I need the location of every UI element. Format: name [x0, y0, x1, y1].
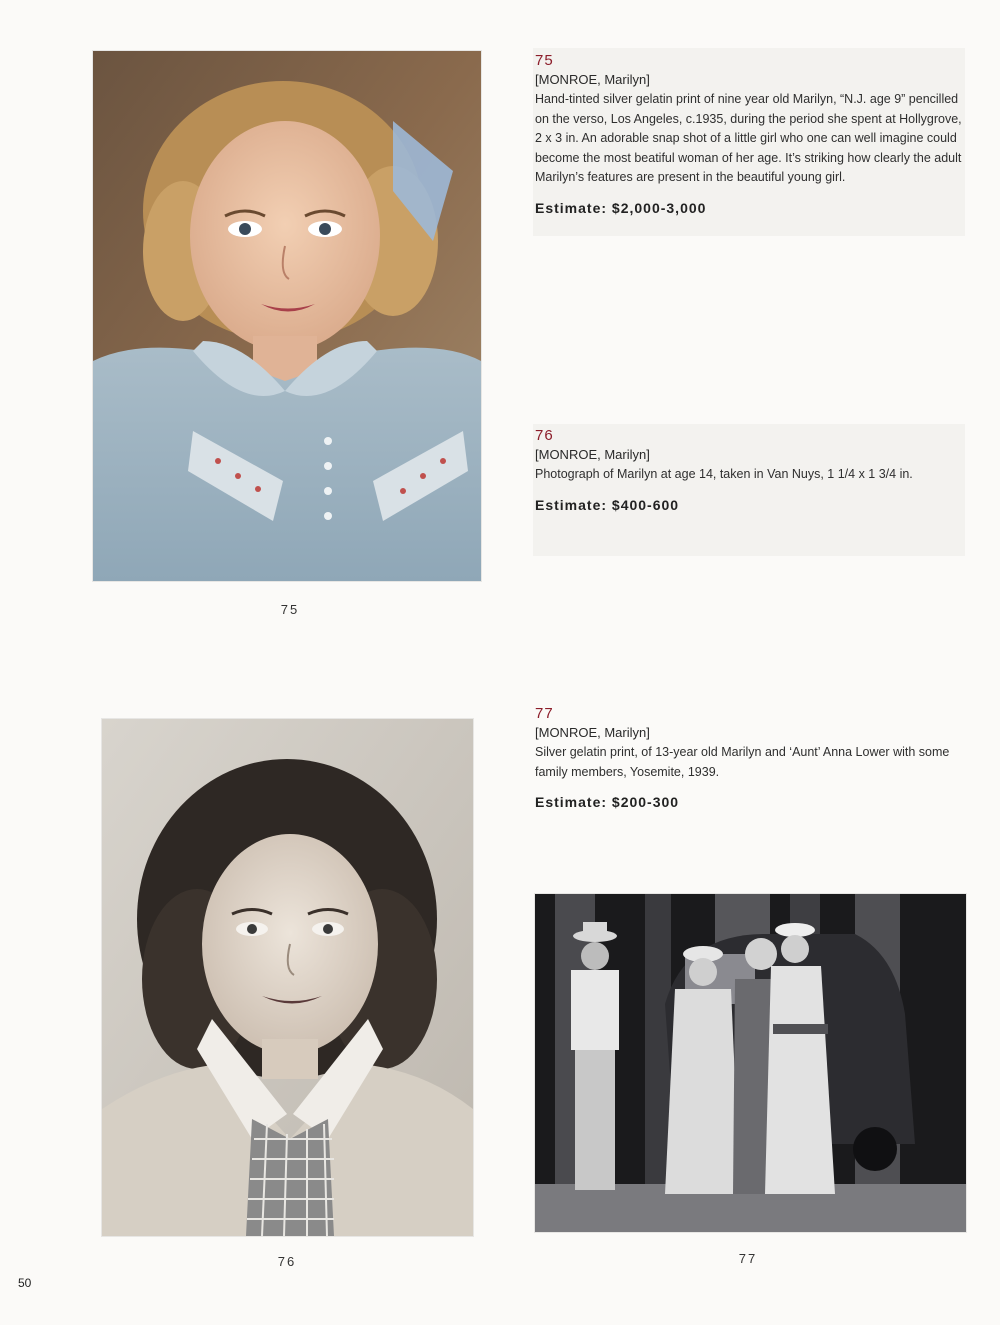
photo-caption-75: 75 [280, 602, 300, 617]
lot-number: 77 [535, 705, 554, 722]
lot-description: Photograph of Marilyn at age 14, taken in Van Nuys, 1 1/4 x 1 3/4 in. [535, 467, 913, 481]
photo-lot-76 [102, 719, 473, 1236]
photo-caption-76: 76 [277, 1254, 297, 1269]
lot-estimate: Estimate: $400-600 [535, 496, 680, 513]
lot-77 [535, 705, 965, 810]
photo-caption-77: 77 [738, 1251, 758, 1266]
lot-description: Hand-tinted silver gelatin print of nine year old Marilyn, “N.J. age 9” pencilled on the verso, Los Angeles, c.1935, during the period she spent at Hollygrove, 2 x 3 in. An adorable snap shot of a little girl who one can well imagine could become the most beatiful woman of her age. It’s striking how clearly the adult Marilyn’s features are present in the beautiful young girl. [535, 92, 962, 184]
lot-artist: [MONROE, Marilyn] [535, 725, 650, 740]
lot-75 [535, 52, 965, 216]
photo-lot-75 [93, 51, 481, 581]
photo-77-illustration [535, 894, 966, 1232]
photo-76-illustration [102, 719, 473, 1236]
lot-number: 76 [535, 427, 554, 444]
lot-estimate: Estimate: $2,000-3,000 [535, 199, 707, 216]
lot-description: Silver gelatin print, of 13-year old Marilyn and ‘Aunt’ Anna Lower with some family members, Yosemite, 1939. [535, 745, 950, 779]
photo-75-illustration [93, 51, 481, 581]
lot-76 [535, 427, 965, 513]
photo-lot-77 [535, 894, 966, 1232]
lot-artist: [MONROE, Marilyn] [535, 72, 650, 87]
lot-artist: [MONROE, Marilyn] [535, 447, 650, 462]
lot-estimate: Estimate: $200-300 [535, 794, 680, 810]
page-number: 50 [18, 1276, 32, 1290]
lot-number: 75 [535, 52, 554, 69]
